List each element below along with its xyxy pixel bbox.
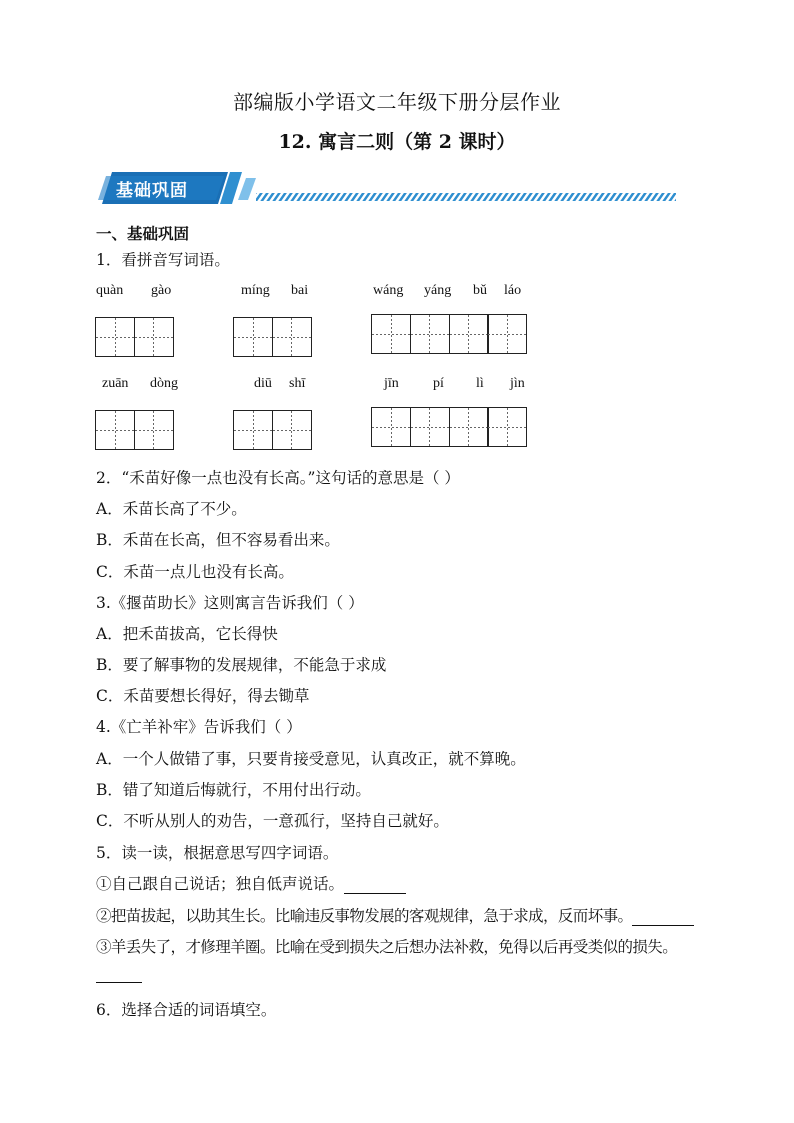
q4-prompt: 4.《亡羊补牢》告诉我们（ ） — [96, 718, 302, 736]
pinyin-bu: bǔ — [473, 283, 487, 298]
pinyin-gao: gào — [151, 283, 172, 298]
writing-cell[interactable] — [371, 314, 411, 354]
section-heading: 一、基础巩固 — [96, 224, 190, 243]
answer-grid-diushi[interactable] — [233, 410, 311, 450]
q5-prompt: 5．读一读，根据意思写四字词语。 — [96, 844, 339, 862]
q5-blank-2[interactable] — [632, 925, 694, 926]
q2-option-c[interactable]: C．禾苗一点儿也没有长高。 — [96, 563, 294, 581]
q4-option-c[interactable]: C．不听从别人的劝告，一意孤行，坚持自己就好。 — [96, 812, 449, 830]
answer-grid-wangyangbulao[interactable] — [371, 314, 526, 354]
answer-grid-quangao[interactable] — [95, 317, 173, 357]
pinyin-ming: míng — [241, 283, 270, 298]
pinyin-diu: diū — [254, 376, 272, 391]
pinyin-dong: dòng — [150, 376, 178, 391]
q2-option-b[interactable]: B．禾苗在长高，但不容易看出来。 — [96, 531, 340, 549]
writing-cell[interactable] — [410, 407, 450, 447]
pinyin-bai: bai — [291, 283, 309, 298]
writing-cell[interactable] — [449, 407, 489, 447]
writing-cell[interactable] — [410, 314, 450, 354]
writing-cell[interactable] — [487, 314, 527, 354]
q3-option-c[interactable]: C．禾苗要想长得好，得去锄草 — [96, 687, 310, 705]
lesson-title: 12. 寓言二则（第 2 课时） — [278, 131, 516, 153]
q2-option-a[interactable]: A．禾苗长高了不少。 — [96, 500, 247, 518]
answer-grid-jinpilijin[interactable] — [371, 407, 526, 447]
worksheet-subtitle: 部编版小学语文二年级下册分层作业 — [233, 90, 561, 114]
writing-cell[interactable] — [272, 317, 312, 357]
q4-option-a[interactable]: A．一个人做错了事，只要肯接受意见，认真改正，就不算晚。 — [96, 750, 526, 768]
pinyin-shi: shī — [289, 376, 306, 391]
pinyin-li: lì — [476, 376, 484, 391]
q2-prompt: 2．“禾苗好像一点也没有长高。”这句话的意思是（ ） — [96, 469, 460, 487]
q5-item-1-text: ①自己跟自己说话；独自低声说话。 — [96, 875, 345, 893]
pinyin-quan: quàn — [96, 283, 124, 298]
writing-cell[interactable] — [95, 317, 135, 357]
q3-prompt: 3.《揠苗助长》这则寓言告诉我们（ ） — [96, 594, 364, 612]
section-banner — [96, 170, 678, 206]
pinyin-yang: yáng — [424, 283, 452, 298]
q5-item-2-text: ②把苗拔起，以助其生长。比喻违反事物发展的客观规律，急于求成，反而坏事。 — [96, 907, 633, 925]
q5-item-3: ③羊丢失了，才修理羊圈。比喻在受到损失之后想办法补救，免得以后再受类似的损失。 — [96, 938, 678, 956]
writing-cell[interactable] — [487, 407, 527, 447]
pinyin-pi: pí — [433, 376, 444, 391]
pinyin-jin: jīn — [384, 376, 399, 391]
writing-cell[interactable] — [134, 317, 174, 357]
writing-cell[interactable] — [272, 410, 312, 450]
q6-prompt: 6．选择合适的词语填空。 — [96, 1001, 277, 1019]
writing-cell[interactable] — [233, 317, 273, 357]
q5-blank-3[interactable] — [96, 982, 142, 983]
pinyin-wang: wáng — [373, 283, 404, 298]
writing-cell[interactable] — [449, 314, 489, 354]
answer-grid-mingbai[interactable] — [233, 317, 311, 357]
pinyin-zuan: zuān — [102, 376, 129, 391]
q5-item-2 — [96, 904, 694, 926]
writing-cell[interactable] — [95, 410, 135, 450]
writing-cell[interactable] — [233, 410, 273, 450]
banner-label: 基础巩固 — [116, 181, 188, 201]
pinyin-lao: láo — [504, 283, 522, 298]
answer-grid-zuandong[interactable] — [95, 410, 173, 450]
pinyin-jinn: jìn — [510, 376, 525, 391]
q5-item-1 — [96, 872, 406, 894]
q5-blank-1[interactable] — [344, 893, 406, 894]
q4-option-b[interactable]: B．错了知道后悔就行，不用付出行动。 — [96, 781, 371, 799]
writing-cell[interactable] — [134, 410, 174, 450]
q3-option-a[interactable]: A．把禾苗拔高，它长得快 — [96, 625, 278, 643]
q1-prompt: 1．看拼音写词语。 — [96, 251, 230, 269]
q3-option-b[interactable]: B．要了解事物的发展规律，不能急于求成 — [96, 656, 387, 674]
writing-cell[interactable] — [371, 407, 411, 447]
